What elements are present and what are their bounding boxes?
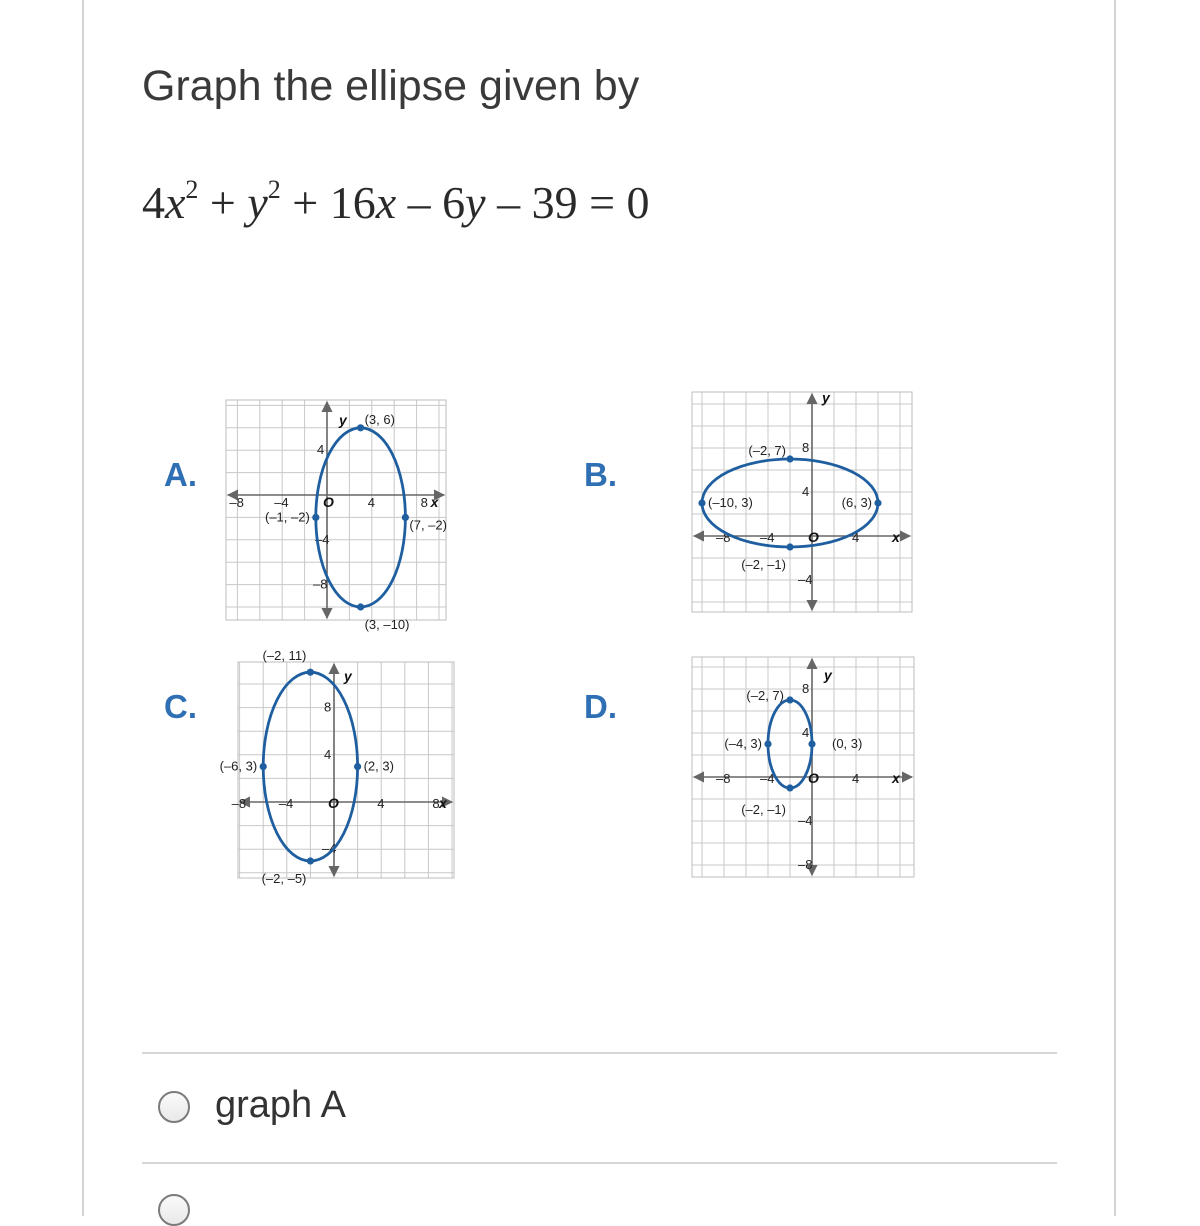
vertex-label: (0, 3) [832, 736, 863, 751]
graph-c [220, 648, 454, 886]
vertex-point [786, 784, 793, 791]
origin-label: O [323, 494, 334, 510]
tick-label: 4 [367, 495, 376, 510]
graph-frame [226, 400, 446, 620]
tick-label: 4 [317, 442, 325, 458]
vertex-point [698, 499, 705, 506]
graph-d [692, 657, 914, 877]
vertex-label: (–2, 7) [748, 443, 786, 458]
choice-letter-a: A. [164, 456, 197, 493]
tick-label: 4 [852, 771, 860, 786]
tick-label: –4 [322, 841, 337, 857]
tick-label: –8 [798, 857, 813, 872]
vertex-label: (–2, 7) [746, 688, 784, 703]
tick-label: 8 [802, 681, 810, 696]
vertex-point [786, 455, 793, 462]
vertex-point [786, 543, 793, 550]
graph-a [226, 400, 447, 632]
question-title: Graph the ellipse given by [142, 62, 640, 110]
vertex-point [357, 424, 364, 431]
vertex-point [357, 603, 364, 610]
option-label-graph-a[interactable]: graph A [215, 1084, 346, 1126]
vertex-label: (2, 3) [363, 758, 394, 774]
vertex-point [307, 857, 314, 864]
vertex-point [808, 740, 815, 747]
option-divider [142, 1052, 1057, 1054]
graph-frame [238, 662, 454, 878]
tick-label: 4 [324, 746, 332, 762]
vertex-point [764, 740, 771, 747]
vertex-label: (3, 6) [364, 411, 395, 427]
tick-label: 4 [852, 530, 860, 545]
x-axis-label: x [430, 494, 439, 510]
tick-label: –4 [274, 495, 289, 510]
tick-label: –4 [760, 771, 775, 786]
tick-label: –4 [278, 796, 294, 811]
origin-label: O [808, 529, 819, 545]
y-axis-label: y [822, 389, 830, 406]
y-axis-label: y [339, 412, 347, 429]
vertex-label: (–2, 11) [262, 648, 307, 664]
vertex-label: (–1, –2) [264, 509, 310, 525]
x-axis-label: x [892, 529, 900, 545]
tick-label: 8 [420, 495, 428, 510]
y-axis-label: y [824, 666, 832, 683]
vertex-label: (–4, 3) [724, 736, 762, 751]
x-axis-label: x [439, 795, 447, 811]
vertex-point [786, 696, 793, 703]
vertex-point [312, 514, 319, 521]
vertex-point [874, 499, 881, 506]
tick-label: 4 [377, 796, 385, 811]
tick-label: –4 [798, 813, 813, 828]
choice-letter-d: D. [584, 688, 617, 725]
choice-letter-c: C. [164, 688, 197, 725]
tick-label: 8 [432, 796, 440, 811]
ellipse-equation: $4x^2 + y^2 + 16x - 6y - 39 = 0$ [142, 174, 650, 228]
tick-label: –4 [798, 572, 813, 587]
choice-letter-b: B. [584, 456, 617, 493]
vertex-point [307, 669, 314, 676]
vertex-label: (–10, 3) [708, 495, 753, 510]
graph-b [692, 390, 912, 613]
vertex-label: (–2, –5) [261, 871, 307, 886]
tick-label: –4 [315, 531, 330, 547]
vertex-label: (–6, 3) [219, 758, 258, 774]
option-divider [142, 1162, 1057, 1164]
tick-label: –8 [231, 796, 247, 811]
vertex-label: (7, –2) [409, 517, 447, 533]
tick-label: –8 [313, 576, 328, 592]
radio-graph-a[interactable] [158, 1091, 190, 1123]
tick-label: –8 [716, 530, 731, 545]
vertex-label: (3, –10) [364, 617, 410, 632]
tick-label: –8 [229, 495, 244, 510]
tick-label: 4 [802, 725, 810, 740]
y-axis-label: y [344, 667, 352, 684]
tick-label: –4 [760, 530, 775, 545]
vertex-point [402, 514, 409, 521]
radio-next-option[interactable] [158, 1194, 190, 1226]
tick-label: 8 [324, 699, 332, 715]
x-axis-label: x [892, 770, 900, 786]
vertex-label: (–2, –1) [741, 557, 786, 572]
vertex-point [260, 763, 267, 770]
origin-label: O [328, 795, 339, 811]
vertex-label: (6, 3) [841, 495, 872, 510]
tick-label: 4 [802, 484, 810, 499]
vertex-point [354, 763, 361, 770]
tick-label: –8 [716, 771, 731, 786]
tick-label: 8 [802, 440, 810, 455]
vertex-label: (–2, –1) [741, 802, 786, 817]
origin-label: O [808, 770, 819, 786]
